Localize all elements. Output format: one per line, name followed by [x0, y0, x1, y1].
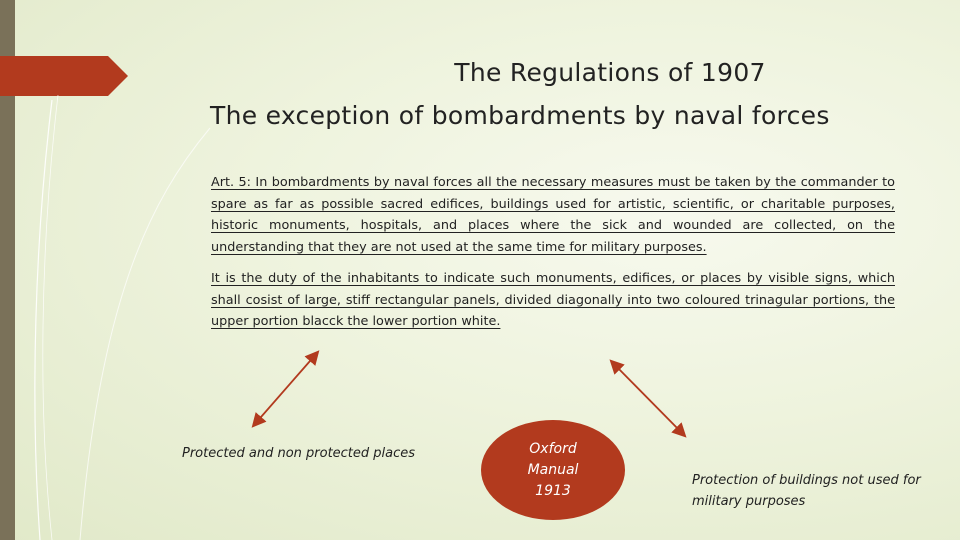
- paragraph-article-5: Art. 5: In bombardments by naval forces all the necessary measures must be taken by the commander to spare as far as possible sacred edifices, buildings used for artistic, scientific, or charitable purposes, historic monuments, hospitals, and places where the sick and wounded are collected, on the understanding that they are not used at the same time for military purposes.: [211, 175, 895, 255]
- right-double-arrow: [612, 362, 684, 435]
- slide-title-line1: The Regulations of 1907: [454, 58, 766, 87]
- label-protected-places: Protected and non protected places: [182, 446, 416, 461]
- oxford-manual-circle: Oxford Manual 1913: [481, 420, 625, 520]
- left-double-arrow: [254, 353, 317, 425]
- paragraph-inhabitants-duty: It is the duty of the inhabitants to indicate such monuments, edifices, or places by visible signs, which shall cosist of large, stiff rectangular panels, divided diagonally into two coloured trinagular portions, the upper portion blacck the lower portion white.: [211, 271, 895, 329]
- slide-title-line2: The exception of bombardments by naval forces: [210, 101, 830, 130]
- label-protection-buildings: Protection of buildings not used for military purposes: [692, 473, 921, 509]
